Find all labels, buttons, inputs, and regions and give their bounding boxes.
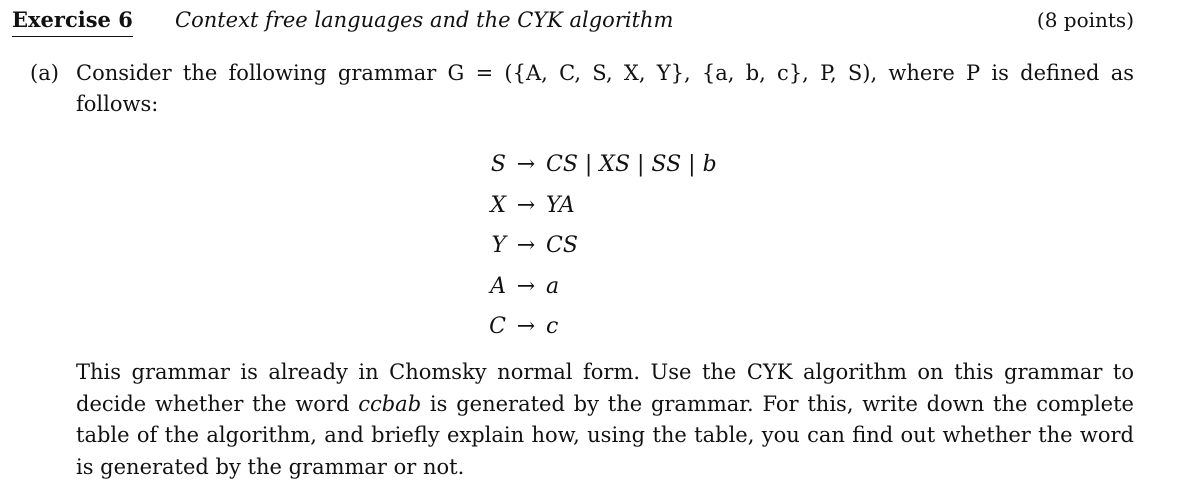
rule-rhs: c	[546, 314, 559, 339]
task-text-before: This grammar is already in Chomsky normal form. Use the CYK algorithm on this grammar to decide whether the word	[76, 360, 1134, 416]
rule-a	[480, 267, 717, 308]
rule-arrow: →	[516, 314, 536, 339]
part-label: (a)	[30, 61, 59, 85]
grammar-rules	[480, 145, 717, 348]
exercise-number: Exercise 6	[12, 6, 133, 37]
rule-lhs: Y	[491, 233, 506, 258]
rule-c	[480, 307, 717, 348]
intro-line-1: Consider the following grammar G = ({A, C, S, X, Y}, {a, b, c}, P, S), where P is defined as	[76, 61, 1134, 85]
rule-rhs: YA	[546, 192, 575, 218]
rule-rhs: a	[546, 273, 560, 299]
task-word: ccbab	[358, 391, 422, 416]
rule-x	[480, 186, 717, 227]
rule-s	[480, 145, 717, 186]
rule-lhs: C	[489, 314, 506, 339]
part-a	[30, 58, 1134, 120]
task-text-after: is generated by the grammar. For this, write down the complete table of the algorithm, and briefly explain how, using the table, you can find out whether the word is generated by the grammar or not.	[76, 391, 1134, 479]
exercise-title: Context free languages and the CYK algorithm	[175, 8, 674, 32]
rule-arrow: →	[516, 152, 536, 177]
rule-lhs: A	[490, 273, 506, 299]
rule-lhs: X	[490, 192, 506, 218]
rule-arrow: →	[516, 273, 536, 299]
rule-rhs: CS	[546, 233, 578, 258]
rule-rhs: CS | XS | SS | b	[546, 152, 717, 177]
intro-line-2: follows:	[76, 92, 159, 116]
rule-y	[480, 226, 717, 267]
rule-arrow: →	[516, 192, 536, 218]
part-intro	[76, 58, 1134, 120]
exercise-header	[12, 6, 1134, 38]
task-paragraph	[76, 357, 1134, 483]
rule-arrow: →	[516, 233, 536, 258]
rule-lhs: S	[490, 152, 506, 177]
exercise-points: (8 points)	[1036, 8, 1134, 32]
